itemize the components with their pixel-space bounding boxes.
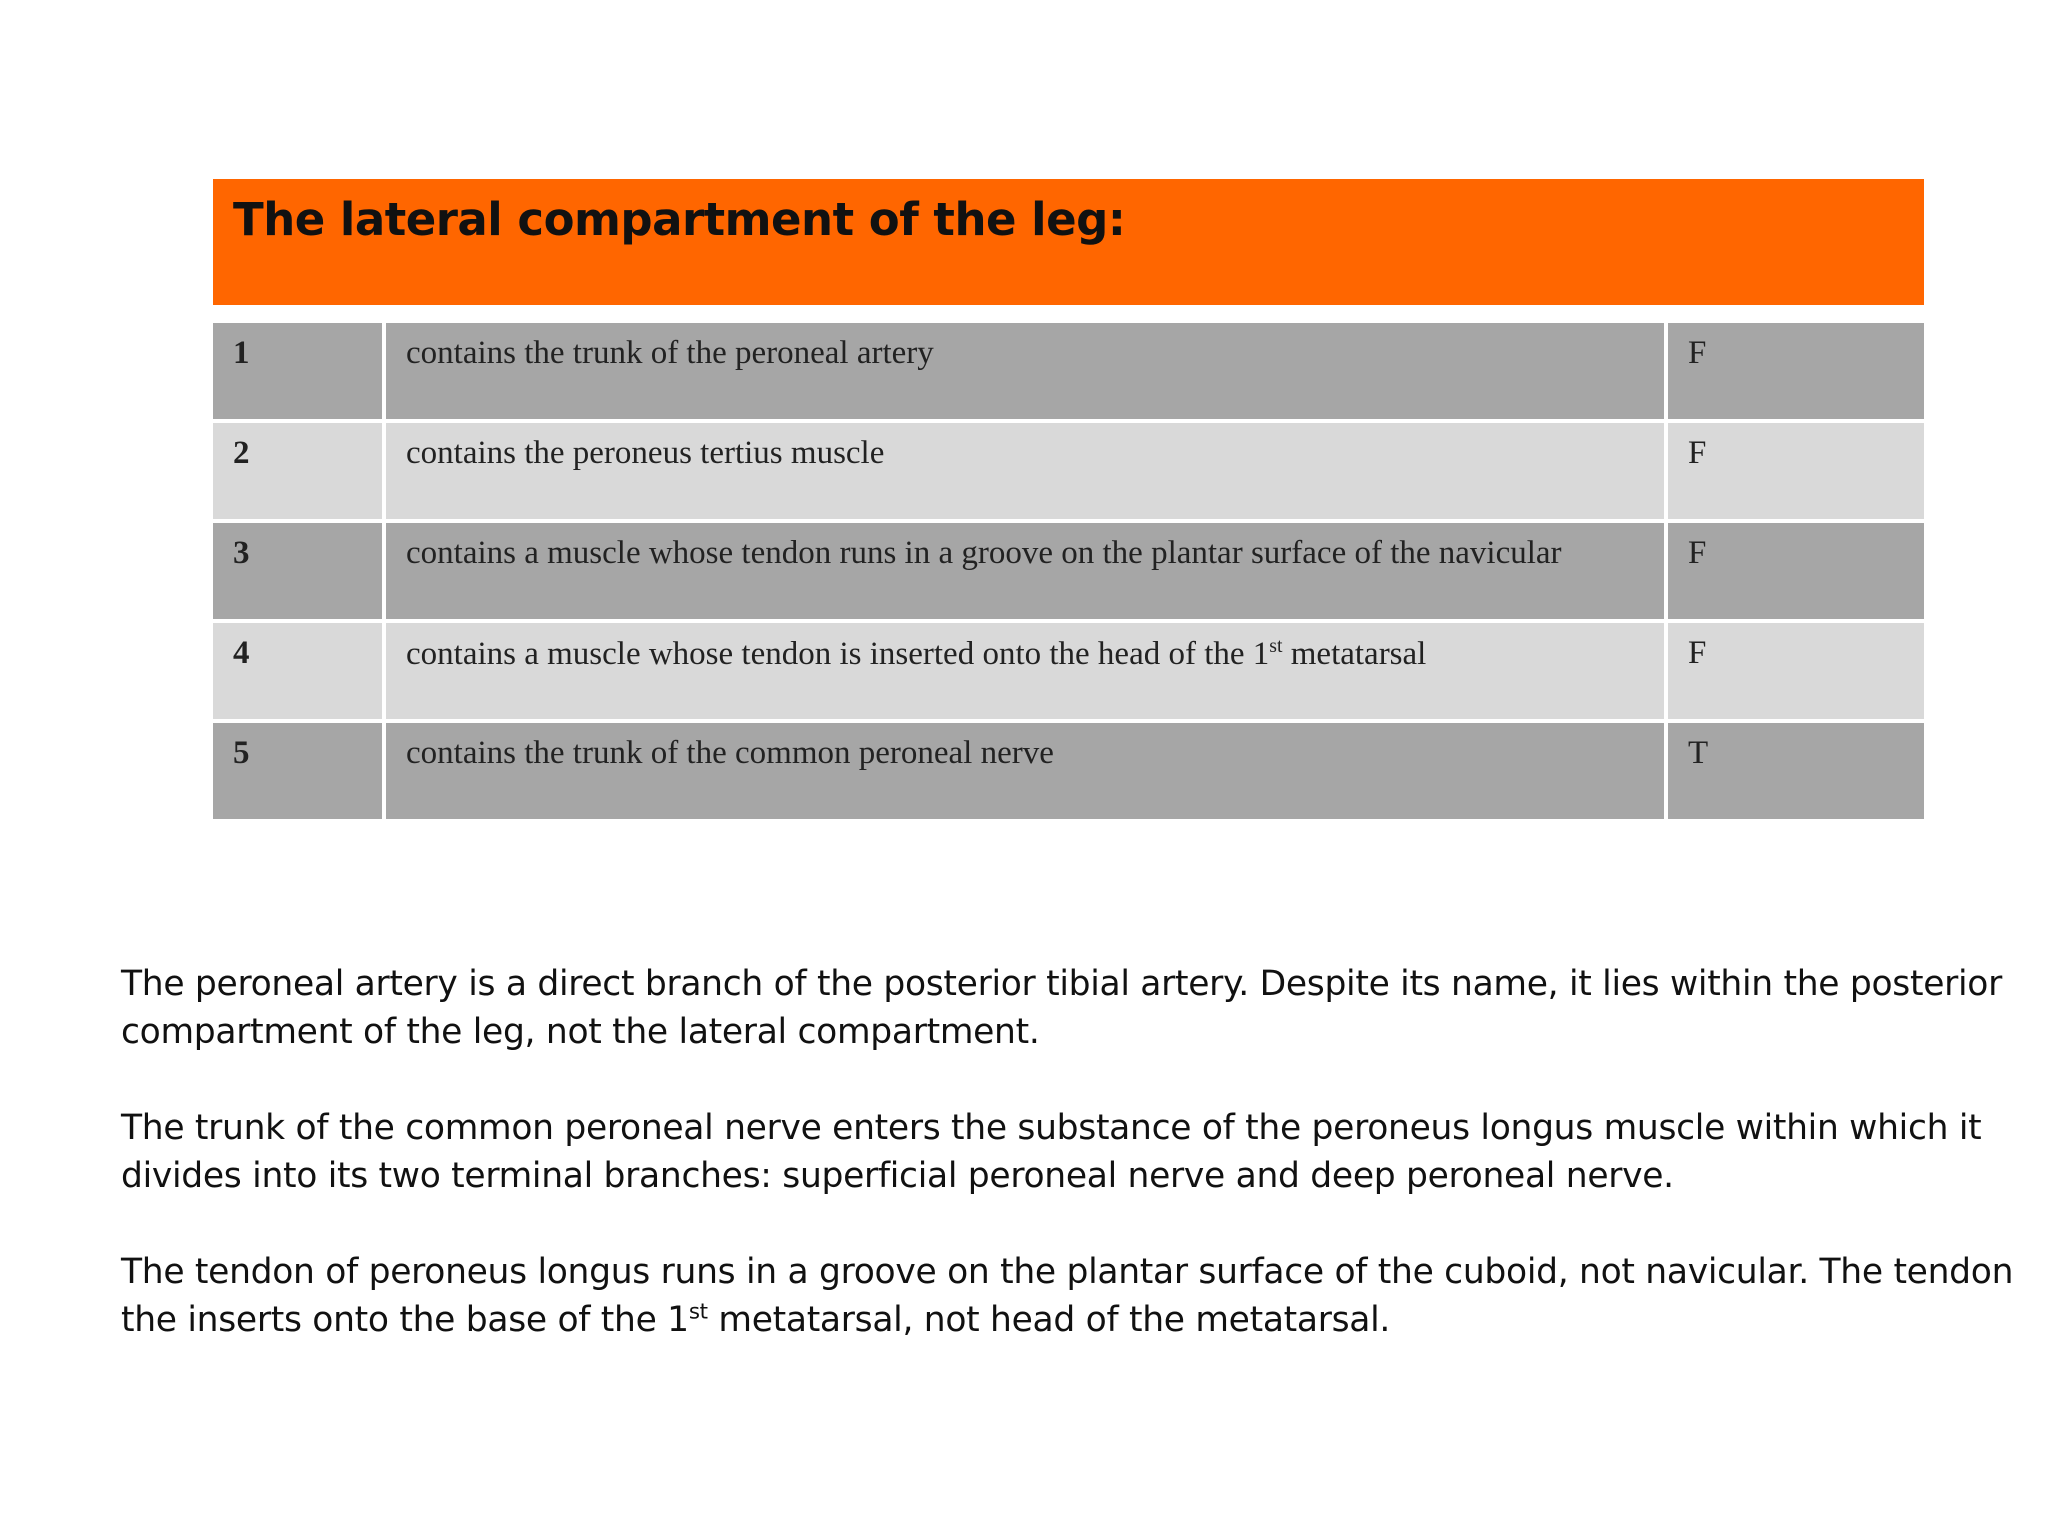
explanation-section [121,960,2031,1392]
table-row [213,523,1924,623]
row-statement: contains the peroneus tertius muscle [386,423,1668,523]
row-answer: F [1668,323,1924,423]
ordinal-superscript: st [1269,635,1283,657]
paragraph-text: metatarsal, not head of the metatarsal. [707,1300,1391,1340]
row-number: 1 [213,323,386,423]
explanation-paragraph [121,1248,2031,1344]
row-statement [386,623,1668,723]
table-row [213,423,1924,523]
row-number: 4 [213,623,386,723]
paragraph-text: The tendon of peroneus longus runs in a groove on the plantar surface of the cuboid, not navicular. The tendon the inserts onto the base of the 1 [121,1252,2014,1340]
row-answer: F [1668,423,1924,523]
ordinal-superscript: st [688,1299,708,1325]
row-answer: F [1668,623,1924,723]
answer-table [213,323,1924,823]
explanation-paragraph: The trunk of the common peroneal nerve enters the substance of the peroneus longus muscle within which it divides into its two terminal branches: superficial peroneal nerve and deep peroneal nerve. [121,1108,1982,1196]
row-answer: F [1668,523,1924,623]
explanation-paragraph: The peroneal artery is a direct branch of the posterior tibial artery. Despite its name, it lies within the posterior compartment of the leg, not the lateral compartment. [121,964,2002,1052]
row-statement: contains the trunk of the peroneal artery [386,323,1668,423]
row-statement: contains the trunk of the common peroneal nerve [386,723,1668,823]
statement-text: metatarsal [1282,636,1427,672]
table-row [213,623,1924,723]
table-row [213,323,1924,423]
question-header [213,179,1924,305]
table-row [213,723,1924,823]
row-number: 5 [213,723,386,823]
row-number: 2 [213,423,386,523]
row-statement: contains a muscle whose tendon runs in a groove on the plantar surface of the navicular [386,523,1668,623]
row-number: 3 [213,523,386,623]
row-answer: T [1668,723,1924,823]
statement-text: contains a muscle whose tendon is inserted onto the head of the 1 [406,636,1270,672]
question-title: The lateral compartment of the leg: [233,193,1126,246]
